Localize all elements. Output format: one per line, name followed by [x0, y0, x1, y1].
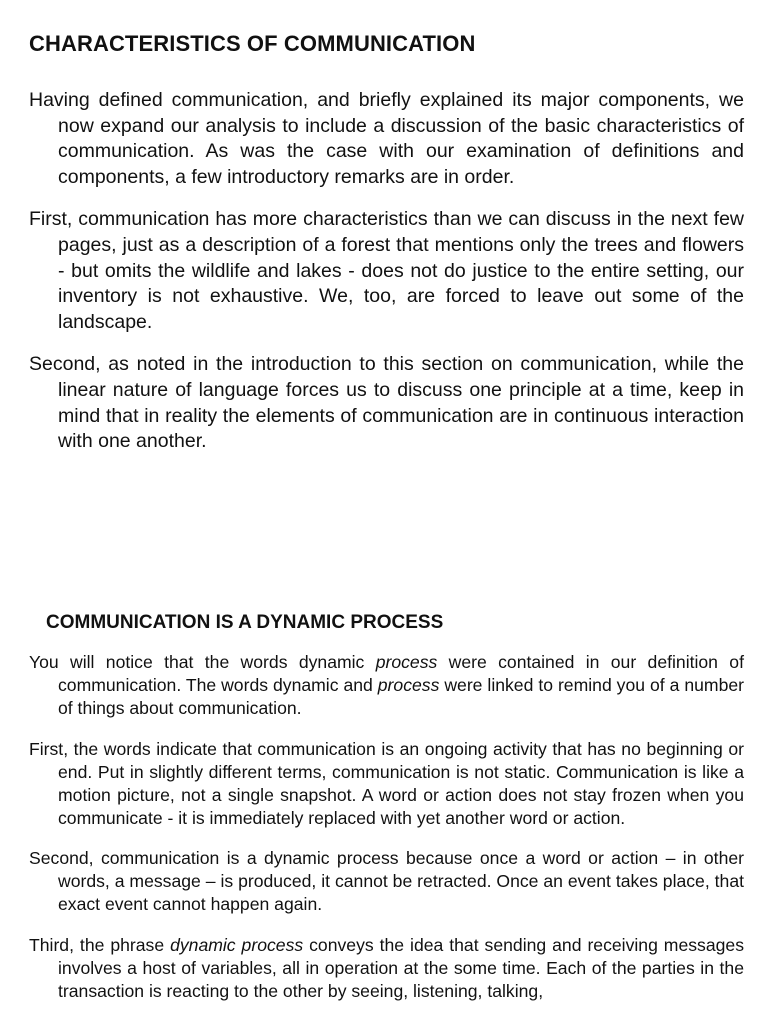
- emphasis-text: process: [377, 675, 440, 695]
- dynamic-paragraph-1: [29, 651, 744, 720]
- dynamic-process-section: [29, 651, 744, 1020]
- emphasis-text: dynamic process: [170, 934, 304, 955]
- dynamic-paragraph-2: First, the words indicate that communication is an ongoing activity that has no beginning or end. Put in slightly different terms, communication is not static. Communication is like a motion picture, not a single snapshot. A word or action does not stay frozen when you communicate - it is immediately replaced with yet another word or action.: [29, 738, 744, 828]
- text-run: Third, the phrase: [29, 934, 171, 955]
- intro-paragraph-1: Having defined communication, and briefly explained its major components, we now expand our analysis to include a discussion of the basic characteristics of communication. As was the case with our examination of definitions and components, a few introductory remarks are in order.: [29, 89, 744, 188]
- dynamic-paragraph-3: Second, communication is a dynamic process because once a word or action – in other words, a message – is produced, it cannot be retracted. Once an event takes place, that exact event cannot happen again.: [29, 848, 744, 914]
- intro-paragraph-2: First, communication has more characteristics than we can discuss in the next few pages, just as a description of a forest that mentions only the trees and flowers - but omits the wildlife and lakes - does not do justice to the entire setting, our inventory is not exhaustive. We, too, are forced to leave out some of the landscape.: [29, 208, 744, 333]
- text-run: You will notice that the words dynamic: [29, 652, 376, 672]
- text-run: were linked to remind you of a number of things about communication.: [58, 675, 745, 718]
- section-heading: COMMUNICATION IS A DYNAMIC PROCESS: [46, 612, 444, 633]
- emphasis-text: process: [375, 652, 438, 672]
- page-title: CHARACTERISTICS OF COMMUNICATION: [29, 31, 476, 56]
- dynamic-paragraph-4: [29, 934, 744, 1003]
- intro-section: [29, 88, 744, 472]
- text-run: were contained in our definition of communication. The words dynamic and: [58, 652, 744, 695]
- text-run: conveys the idea that sending and receiving messages involves a host of variables, all in operation at the some time. Each of the parties in the transaction is reacting to the other by seeing, listening, talking,: [58, 934, 744, 1001]
- intro-paragraph-3: Second, as noted in the introduction to this section on communication, while the linear nature of language forces us to discuss one principle at a time, keep in mind that in reality the elements of communication are in continuous interaction with one another.: [29, 353, 744, 453]
